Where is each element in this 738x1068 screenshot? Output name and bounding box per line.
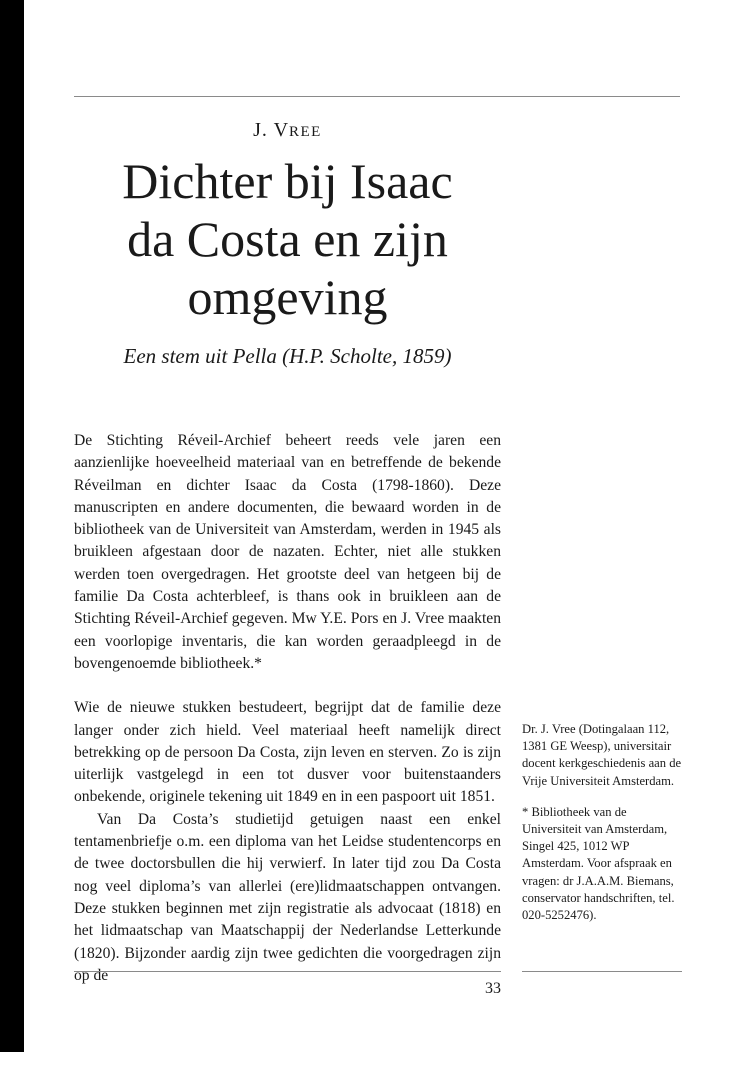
- page-number: 33: [485, 980, 501, 997]
- title-line: Dichter bij Isaac: [122, 153, 453, 209]
- article-title: [74, 152, 501, 326]
- bottom-rule: [74, 971, 501, 972]
- paragraph: De Stichting Réveil-Archief beheert reeds vele jaren een aanzienlijke hoeveelheid materiaal van en betreffende de bekende Réveilman en dichter Isaac da Costa (1798-1860). Deze manuscripten en andere documenten, die bewaard worden in de bibliotheek van de Universiteit van Amsterdam, werden in 1945 als bruikleen afgestaan door de nazaten. Echter, niet alle stukken werden toen overgedragen. Het grootste deel van hetgeen bij de familie Da Costa achterbleef, is thans ook in bruikleen aan de Stichting Réveil-Archief gegeven. Mw Y.E. Pors en J. Vree maakten een voorlopige inventaris, die kan worden geraadpleegd in de bovengenoemde bibliotheek.*: [74, 432, 501, 672]
- title-line: da Costa en zijn: [127, 211, 448, 267]
- author-note: Dr. J. Vree (Dotingalaan 112, 1381 GE Weesp), universitair docent kerkgeschiedenis aan de Vrije Universiteit Amsterdam.: [522, 722, 682, 788]
- author-name: J. VREE: [253, 119, 322, 141]
- top-rule: [74, 96, 680, 97]
- bottom-side-rule: [522, 971, 682, 972]
- footnote: * Bibliotheek van de Universiteit van Amsterdam, Singel 425, 1012 WP Amsterdam. Voor afspraak en vragen: dr J.A.A.M. Biemans, conservator handschriften, tel. 020-5252476).: [522, 804, 675, 923]
- sidebar-notes: [522, 721, 684, 924]
- paragraph: Van Da Costa’s studietijd getuigen naast een enkel tentamenbriefje o.m. een diploma van het Leidse studentencorps en de twee doctorsbullen die hij verwierf. In later tijd zou Da Costa nog veel diploma’s van allerlei (ere)lidmaatschappen ontvangen. Deze stukken beginnen met zijn registratie als advocaat (1818) en het lidmaatschap van Maatschappij der Nederlandse Letterkunde (1820). Bijzonder aardig zijn twee gedichten die voorgedragen zijn op de: [74, 810, 501, 984]
- paragraph: Wie de nieuwe stukken bestudeert, begrijpt dat de familie deze langer onder zich hield. Veel materiaal heeft namelijk direct betrekking op de persoon Da Costa, zijn leven en sterven. Zo is zijn uiterlijk vastgelegd in een tot dusver voor buitenstaanders onbekende, originele tekening uit 1849 en in een paspoort uit 1851.: [74, 699, 501, 806]
- article-subtitle: Een stem uit Pella (H.P. Scholte, 1859): [123, 344, 452, 368]
- scan-edge: [0, 0, 24, 1052]
- title-line: omgeving: [187, 269, 388, 325]
- body-text: [74, 430, 501, 987]
